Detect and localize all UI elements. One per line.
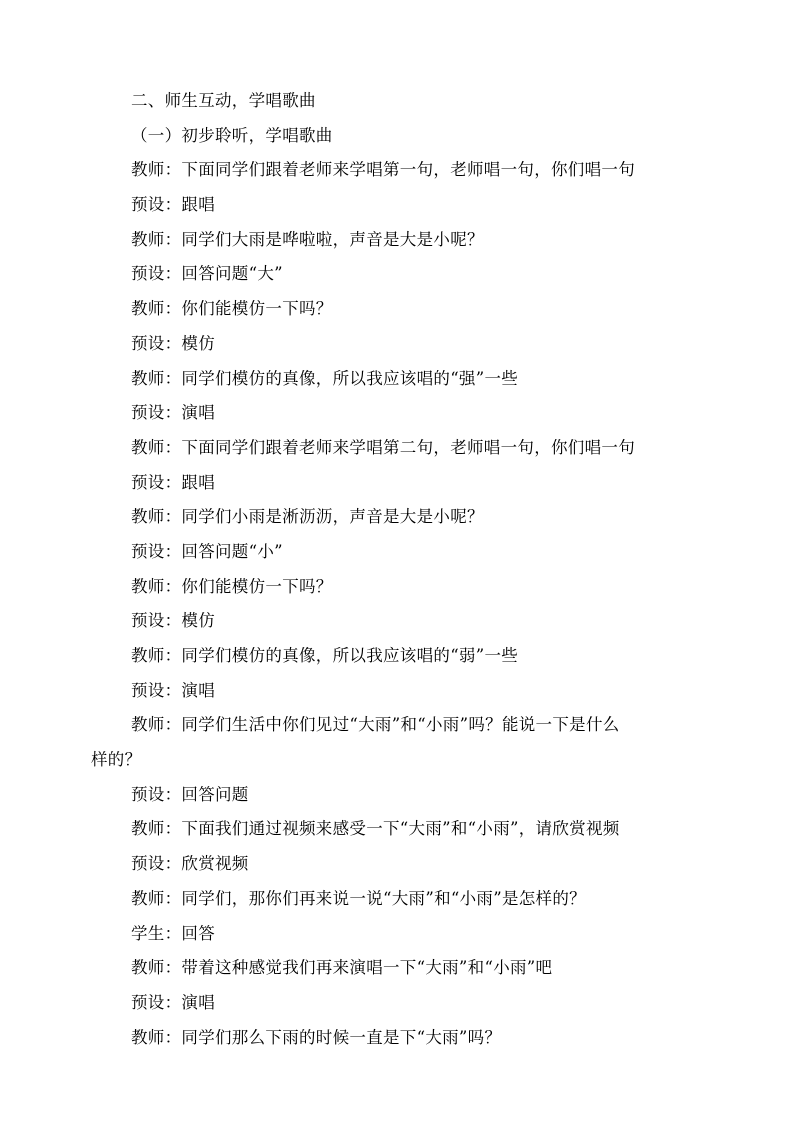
- paragraph: 教师：同学们，那你们再来说一说“大雨”和“小雨”是怎样的？: [131, 888, 586, 908]
- paragraph: 预设：模仿: [131, 333, 215, 353]
- section-heading: 二、师生互动，学唱歌曲: [131, 91, 316, 110]
- paragraph: 教师：同学们模仿的真像，所以我应该唱的“强”一些: [131, 368, 519, 388]
- subsection-heading: （一）初步聆听，学唱歌曲: [131, 125, 333, 145]
- paragraph: 教师：下面我们通过视频来感受一下“大雨”和“小雨”，请欣赏视频: [131, 819, 620, 839]
- paragraph: 预设：模仿: [131, 611, 215, 631]
- paragraph: 教师：同学们那么下雨的时候一直是下“大雨”吗？: [131, 1027, 502, 1047]
- paragraph: 学生：回答: [131, 923, 215, 943]
- document-body: [91, 84, 713, 1055]
- paragraph: 预设：回答问题“小”: [131, 541, 283, 561]
- paragraph: 教师：带着这种感觉我们再来演唱一下“大雨”和“小雨”吧: [131, 958, 553, 978]
- paragraph: 预设：跟唱: [131, 472, 215, 492]
- paragraph: 预设：演唱: [131, 992, 215, 1012]
- paragraph-long-first-line: 教师：同学们生活中你们见过“大雨”和“小雨”吗？能说一下是什么: [131, 715, 620, 735]
- paragraph: 教师：同学们小雨是淅沥沥，声音是大是小呢？: [131, 507, 484, 527]
- paragraph: 教师：下面同学们跟着老师来学唱第一句，老师唱一句，你们唱一句: [131, 160, 635, 180]
- paragraph: 教师：你们能模仿一下吗？: [131, 299, 333, 319]
- paragraph: 预设：演唱: [131, 680, 215, 700]
- paragraph: 预设：回答问题“大”: [131, 264, 283, 284]
- paragraph: 教师：同学们模仿的真像，所以我应该唱的“弱”一些: [131, 646, 519, 665]
- paragraph: 预设：回答问题: [131, 784, 249, 804]
- paragraph: 教师：同学们大雨是哗啦啦，声音是大是小呢？: [131, 229, 484, 249]
- paragraph-long-continuation: 样的？: [91, 750, 142, 770]
- paragraph: 预设：演唱: [131, 403, 215, 423]
- paragraph: 教师：下面同学们跟着老师来学唱第二句，老师唱一句，你们唱一句: [131, 437, 635, 457]
- paragraph: 预设：跟唱: [131, 195, 215, 215]
- paragraph: 教师：你们能模仿一下吗？: [131, 576, 333, 596]
- paragraph: 预设：欣赏视频: [131, 854, 249, 874]
